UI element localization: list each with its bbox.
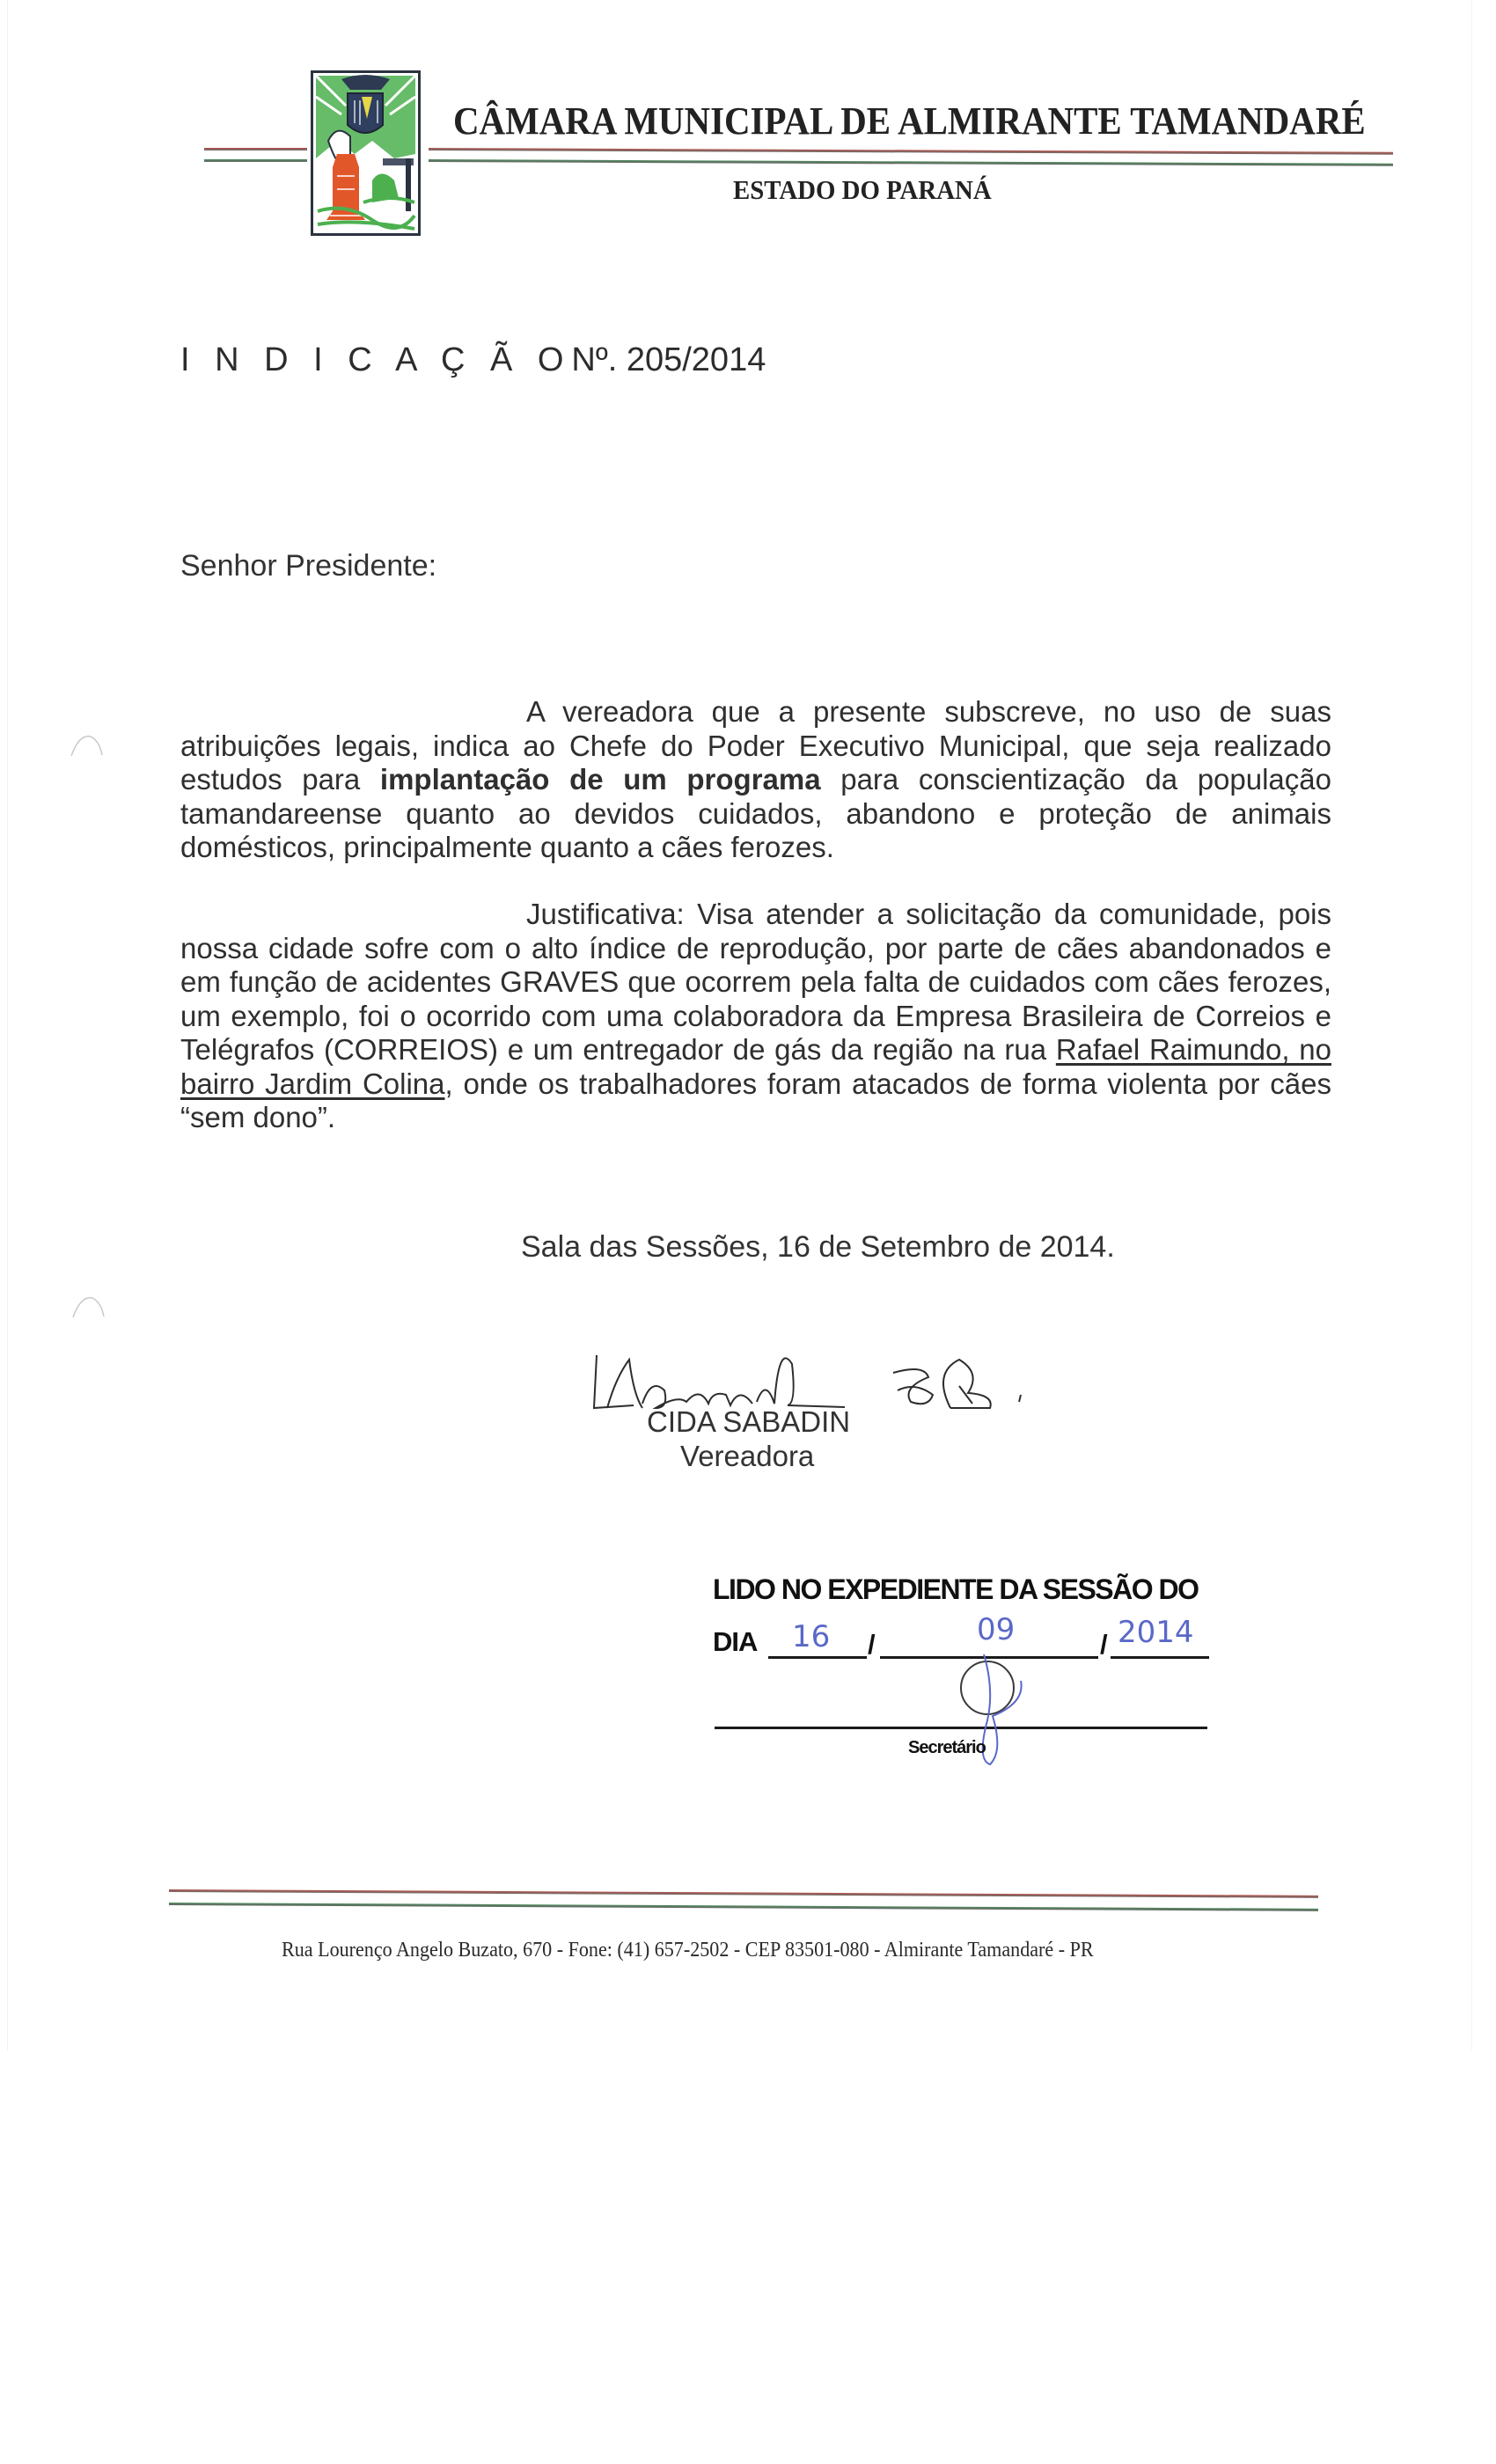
- request-text-end: para conscientização da população tamandareense quanto ao devidos cuidados, abandono e proteção de animais domésticos, principalmente quanto a cães ferozes.: [180, 763, 1331, 863]
- date-separator: /: [1100, 1629, 1108, 1660]
- margin-punch-mark: [70, 1294, 106, 1320]
- request-emphasis: implantação de um programa: [379, 763, 821, 796]
- signer-name: CIDA SABADIN: [647, 1405, 851, 1438]
- footer-rule-red: [169, 1889, 1318, 1898]
- document-type: I N D I C A Ç Ã O: [180, 341, 572, 378]
- institution-name: CÂMARA MUNICIPAL DE ALMIRANTE TAMANDARÉ: [453, 99, 1366, 143]
- header-rule-green-right: [429, 159, 1393, 166]
- year-blank: [1111, 1656, 1209, 1659]
- handwritten-month: 09: [977, 1612, 1016, 1647]
- stamp-date-row: [713, 1626, 757, 1658]
- justification-text-end: , onde os trabalhadores foram atacados de forma violenta por cães “sem dono”.: [180, 1067, 1331, 1133]
- state-name: ESTADO DO PARANÁ: [733, 174, 992, 205]
- day-blank: [768, 1656, 867, 1659]
- signer-role: Vereadora: [680, 1440, 815, 1472]
- document-title: [180, 341, 766, 379]
- salutation: Senhor Presidente:: [180, 549, 437, 583]
- header-rule-red-right: [429, 148, 1393, 155]
- margin-punch-mark: [69, 732, 104, 759]
- date-separator: /: [868, 1629, 876, 1660]
- justification-paragraph: [180, 898, 1331, 1135]
- stamp-day-label: DIA: [713, 1626, 758, 1657]
- municipal-coat-of-arms-icon: [311, 70, 421, 236]
- document-number: Nº. 205/2014: [571, 341, 766, 378]
- stamp-title: LIDO NO EXPEDIENTE DA SESSÃO DO: [713, 1573, 1199, 1605]
- scan-edge-right: [1471, 0, 1472, 2050]
- scan-edge-left: [7, 0, 8, 2050]
- secretary-label: Secretário: [908, 1738, 986, 1757]
- handwritten-day: 16: [792, 1619, 831, 1654]
- header-rule-green-left: [204, 159, 307, 162]
- request-text: A vereadora que a presente subscreve, no uso de suas atribuições legais, indica ao Chefe do Poder Executivo Municipal, que seja realizado estudos para: [180, 695, 1331, 796]
- handwritten-year: 2014: [1118, 1615, 1194, 1650]
- header-rule-red-left: [204, 148, 307, 150]
- request-paragraph: [180, 695, 1331, 865]
- footer-address: Rua Lourenço Angelo Buzato, 670 - Fone: (41) 657-2502 - CEP 83501-080 - Almirante Tamandaré - PR: [282, 1939, 1094, 1962]
- footer-rule-green: [169, 1903, 1318, 1911]
- justification-text: Justificativa: Visa atender a solicitação da comunidade, pois nossa cidade sofre com o alto índice de reprodução, por parte de cães abandonados e em função de acidentes GRAVES que ocorrem pela falta de cuidados com cães ferozes, um exemplo, foi o ocorrido com uma colaboradora da Empresa Brasileira de Correios e Telégrafos (CORREIOS) e um entregador de gás da região na rua: [180, 898, 1331, 1066]
- justification-address: Rafael Raimundo, no bairro Jardim Colina: [180, 1033, 1331, 1100]
- closing-date: Sala das Sessões, 16 de Setembro de 2014.: [521, 1230, 1115, 1264]
